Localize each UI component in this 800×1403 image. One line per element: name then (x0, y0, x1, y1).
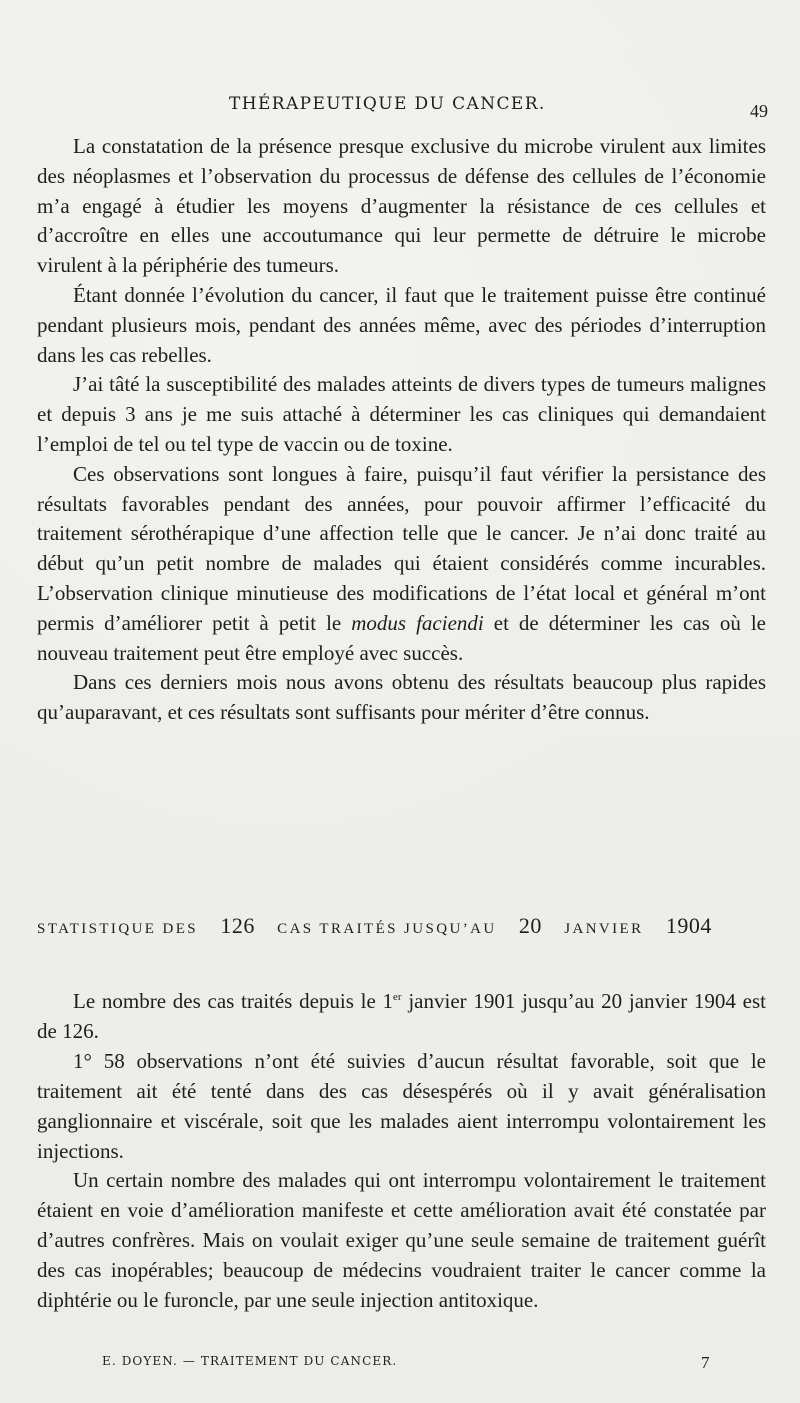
heading-prefix: STATISTIQUE DES (37, 921, 199, 937)
heading-middle: CAS TRAITÉS JUSQU’AU (277, 921, 497, 937)
heading-count: 126 (220, 913, 255, 938)
lower-paragraph-1: Le nombre des cas traités depuis le 1er janvier 1901 jusqu’au 20 janvier 1904 est de 126. (37, 989, 766, 1043)
heading-day: 20 (518, 913, 542, 938)
heading-month: JANVIER (564, 921, 644, 937)
paragraph-1: La constatation de la présence presque exclusive du microbe virulent aux limites des néoplasmes et l’observation du processus de défense des cellules de l’économie m’a engagé à étudier les moyens d’augmenter la résistance de ces cellules et d’accroître en elles une accoutumance qui leur permette de détruire le microbe virulent à la périphérie des tumeurs. (37, 134, 766, 278)
paragraph-2: Étant donnée l’évolution du cancer, il faut que le traitement puisse être continué pendant plusieurs mois, pendant des années même, avec des périodes d’interruption dans les cas rebelles. (37, 282, 766, 367)
lower-paragraph-2: 1° 58 observations n’ont été suivies d’aucun résultat favorable, soit que le traitement ait été tenté dans des cas désespérés où il y avait généralisation ganglionnaire et viscérale, soit que les malades aient interrompu volontairement les injections. (37, 1048, 766, 1163)
signature-number: 7 (701, 1353, 710, 1372)
paragraph-5: Dans ces derniers mois nous avons obtenu des résultats beaucoup plus rapides qu’auparavant, et ces résultats sont suffisants pour mériter d’être connus. (37, 670, 766, 725)
paragraph-3: J’ai tâté la susceptibilité des malades atteints de divers types de tumeurs malignes et depuis 3 ans je me suis attaché à déterminer les cas cliniques qui demandaient l’emploi de tel ou tel type de vaccin ou de toxine. (37, 372, 766, 456)
italic-phrase: modus faciendi (351, 610, 484, 635)
main-text (37, 132, 766, 728)
lower-text (37, 983, 766, 1316)
page-number: 49 (750, 101, 768, 121)
running-head: THÉRAPEUTIQUE DU CANCER. (229, 94, 546, 114)
lower-paragraph-3: Un certain nombre des malades qui ont interrompu volontairement le traitement étaient en voie d’amélioration manifeste et cette amélioration avait été constatée par d’autres confrères. Mais on voulait exiger qu’une seule semaine de traitement guérît des cas inopérables; beaucoup de médecins voudraient traiter le cancer comme la diphtérie ou le furoncle, par une seule injection antitoxique. (37, 1168, 766, 1313)
ordinal-superscript: er (393, 991, 402, 1003)
heading-year: 1904 (665, 913, 712, 938)
footer-title: E. DOYEN. — TRAITEMENT DU CANCER. (102, 1354, 398, 1368)
paragraph-4: Ces observations sont longues à faire, puisqu’il faut vérifier la persistance des résultats favorables pendant des années, pour pouvoir affirmer l’efficacité du traitement sérothérapique d’une affection telle que le cancer. Je n’ai donc traité au début qu’un petit nombre de malades qui étaient considérés comme incurables. L’observation clinique minutieuse des modifications de l’état local et général m’ont permis d’améliorer petit à petit le modus faciendi et de déterminer les cas où le nouveau traitement peut être employé avec succès. (37, 461, 766, 665)
section-heading (37, 913, 766, 939)
